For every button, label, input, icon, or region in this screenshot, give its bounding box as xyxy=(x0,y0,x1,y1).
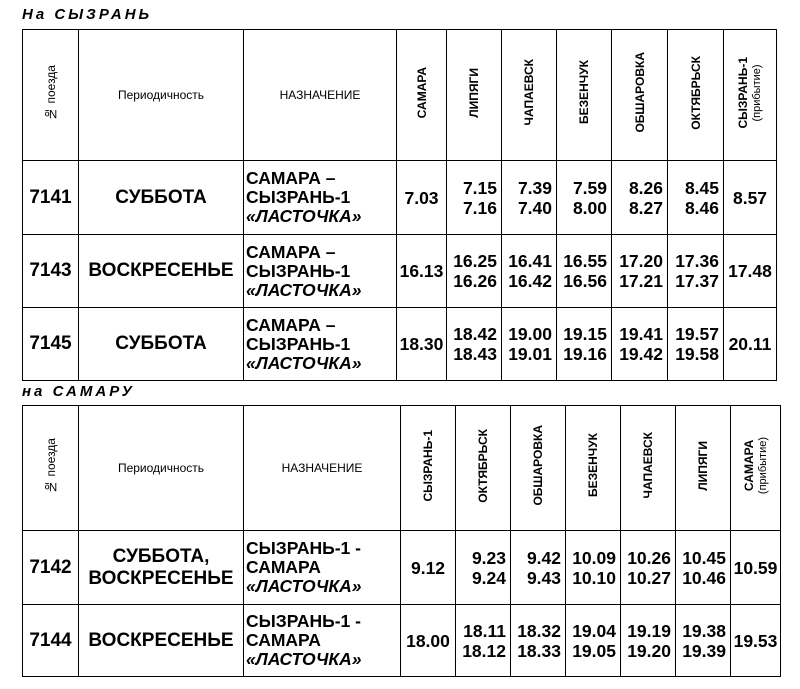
departure-time: 7.16 xyxy=(462,197,497,218)
departure-time: 18.33 xyxy=(517,640,561,661)
header-row xyxy=(23,30,777,161)
header-station xyxy=(502,30,557,161)
destination-line: СЫЗРАНЬ-1 - xyxy=(246,611,361,631)
header-station-label: ОБШАРОВКА xyxy=(632,52,647,133)
header-arrival-note: (прибытие) xyxy=(751,63,763,122)
arrival-time: 19.00 xyxy=(508,324,552,344)
station-times xyxy=(668,161,724,235)
header-arrival-wrap xyxy=(736,57,764,129)
destination-line: САМАРА – xyxy=(246,168,336,188)
station-times xyxy=(566,605,621,677)
station-times xyxy=(511,605,566,677)
station-times xyxy=(557,161,612,235)
departure-time: 7.40 xyxy=(517,197,552,218)
departure-time: 8.27 xyxy=(628,197,663,218)
departure-time: 9.43 xyxy=(526,567,561,588)
arrival-time: 19.38 xyxy=(682,620,726,641)
train-destination xyxy=(244,308,397,381)
section-caption-to-syzran: На СЫЗРАНЬ xyxy=(22,6,153,23)
destination-line: СЫЗРАНЬ-1 xyxy=(246,260,351,281)
train-destination xyxy=(244,161,397,235)
header-station-label: ОКТЯБРЬСК xyxy=(688,55,703,130)
header-station-label: ОКТЯБРЬСК xyxy=(476,428,490,503)
header-station xyxy=(566,406,621,531)
train-row xyxy=(23,308,777,381)
station-times xyxy=(447,235,502,308)
arrival-time: 17.36 xyxy=(675,251,719,271)
arrival-time: 8.26 xyxy=(628,177,663,198)
station-times xyxy=(612,308,668,381)
station-times xyxy=(621,531,676,605)
arrival-time: 18.11 xyxy=(463,620,506,641)
station-times xyxy=(447,161,502,235)
train-row xyxy=(23,605,781,677)
departure-time: 19.58 xyxy=(675,344,719,364)
header-station-label: ЛИПЯГИ xyxy=(467,67,481,118)
departure-time: 19.39 xyxy=(682,640,726,661)
train-periodicity: ВОСКРЕСЕНЬЕ xyxy=(79,235,244,308)
destination-line: САМАРА – xyxy=(246,241,336,262)
train-periodicity: СУББОТА, ВОСКРЕСЕНЬЕ xyxy=(79,531,244,605)
departure-time: 19.20 xyxy=(627,640,671,661)
train-periodicity: ВОСКРЕСЕНЬЕ xyxy=(79,605,244,677)
timetable-to-samara xyxy=(22,405,781,677)
departure-time: 16.56 xyxy=(563,271,607,291)
header-station xyxy=(676,406,731,531)
station-time: 19.53 xyxy=(731,605,781,677)
header-station xyxy=(557,30,612,161)
departure-time: 9.24 xyxy=(471,567,506,588)
header-station-label: ЧАПАЕВСК xyxy=(641,432,655,499)
header-destination xyxy=(244,406,401,531)
arrival-time: 16.25 xyxy=(453,251,497,271)
destination-line: СЫЗРАНЬ-1 xyxy=(246,333,351,354)
station-time: 17.48 xyxy=(724,235,777,308)
header-destination xyxy=(244,30,397,161)
train-number: 7141 xyxy=(23,161,79,235)
station-time: 10.59 xyxy=(731,531,781,605)
arrival-time: 7.39 xyxy=(517,177,552,198)
departure-time: 18.12 xyxy=(462,640,506,661)
arrival-time: 8.45 xyxy=(684,177,719,198)
station-time: 7.03 xyxy=(397,161,447,235)
header-station xyxy=(621,406,676,531)
train-periodicity: СУББОТА xyxy=(79,161,244,235)
header-arrival-wrap xyxy=(742,437,770,494)
header-station-label: ЧАПАЕВСК xyxy=(522,59,536,126)
header-station-label: БЕЗЕНЧУК xyxy=(577,60,591,125)
header-station xyxy=(447,30,502,161)
station-time: 18.00 xyxy=(401,605,456,677)
arrival-time: 19.41 xyxy=(619,324,663,344)
arrival-time: 9.42 xyxy=(526,547,561,568)
station-times xyxy=(668,235,724,308)
arrival-time: 10.09 xyxy=(572,547,616,568)
header-row xyxy=(23,406,781,531)
header-train-number-label: № поезда xyxy=(43,64,58,121)
station-times xyxy=(612,161,668,235)
header-station xyxy=(397,30,447,161)
departure-time: 10.10 xyxy=(572,567,616,588)
header-destination-label: НАЗНАЧЕНИЕ xyxy=(281,461,363,475)
header-station xyxy=(511,406,566,531)
station-time: 20.11 xyxy=(724,308,777,381)
departure-time: 18.43 xyxy=(453,344,497,364)
departure-time: 17.37 xyxy=(675,271,719,291)
header-station-label: САМАРА xyxy=(414,66,429,119)
destination-line: СЫЗРАНЬ-1 xyxy=(246,187,351,207)
arrival-time: 7.59 xyxy=(572,177,607,198)
departure-time: 19.42 xyxy=(619,344,663,364)
departure-time: 10.27 xyxy=(627,567,671,588)
header-station xyxy=(668,30,724,161)
arrival-time: 18.32 xyxy=(517,620,561,641)
train-row xyxy=(23,235,777,308)
arrival-time: 16.41 xyxy=(508,251,552,271)
arrival-time: 19.19 xyxy=(627,620,671,641)
departure-time: 19.05 xyxy=(572,640,616,661)
header-periodicity xyxy=(79,30,244,161)
train-periodicity: СУББОТА xyxy=(79,308,244,381)
departure-time: 8.00 xyxy=(572,197,607,218)
train-brand: «ЛАСТОЧКА» xyxy=(246,279,362,300)
train-brand: «ЛАСТОЧКА» xyxy=(246,352,362,373)
train-destination xyxy=(244,235,397,308)
header-station-label: СЫЗРАНЬ-1 xyxy=(421,429,435,502)
station-time: 8.57 xyxy=(724,161,777,235)
train-brand: «ЛАСТОЧКА» xyxy=(246,576,362,596)
train-number: 7144 xyxy=(23,605,79,677)
train-number: 7143 xyxy=(23,235,79,308)
station-times xyxy=(456,605,511,677)
station-times xyxy=(502,161,557,235)
station-times xyxy=(566,531,621,605)
train-destination xyxy=(244,605,401,677)
departure-time: 10.46 xyxy=(682,567,726,588)
station-times xyxy=(557,235,612,308)
arrival-time: 17.20 xyxy=(619,251,663,271)
header-arrival-station xyxy=(731,406,781,531)
train-brand: «ЛАСТОЧКА» xyxy=(246,206,362,226)
destination-line: САМАРА – xyxy=(246,314,336,335)
header-station-label: БЕЗЕНЧУК xyxy=(586,433,600,498)
station-times xyxy=(676,605,731,677)
header-station-label: ЛИПЯГИ xyxy=(696,440,710,491)
arrival-time: 9.23 xyxy=(471,547,506,568)
destination-line: СЫЗРАНЬ-1 - xyxy=(246,538,361,558)
station-times xyxy=(456,531,511,605)
train-row xyxy=(23,161,777,235)
station-times xyxy=(447,308,502,381)
header-station-label: ОБШАРОВКА xyxy=(531,425,545,506)
train-destination xyxy=(244,531,401,605)
train-brand: «ЛАСТОЧКА» xyxy=(246,649,362,669)
station-time: 16.13 xyxy=(397,235,447,308)
station-times xyxy=(621,605,676,677)
station-time: 9.12 xyxy=(401,531,456,605)
header-train-number-label: № поезда xyxy=(43,437,58,494)
destination-line: САМАРА xyxy=(246,630,321,650)
arrival-time: 19.04 xyxy=(572,620,616,641)
header-destination-label: НАЗНАЧЕНИЕ xyxy=(279,88,361,102)
arrival-time: 16.55 xyxy=(563,251,607,271)
arrival-time: 10.45 xyxy=(682,547,726,568)
station-times xyxy=(557,308,612,381)
header-arrival-station-label: СЫЗРАНЬ-1 xyxy=(736,56,750,129)
header-arrival-station xyxy=(724,30,777,161)
header-station xyxy=(612,30,668,161)
station-times xyxy=(502,308,557,381)
arrival-time: 18.42 xyxy=(453,324,497,344)
departure-time: 19.01 xyxy=(508,344,552,364)
departure-time: 17.21 xyxy=(619,271,663,291)
destination-line: САМАРА xyxy=(246,557,321,577)
station-time: 18.30 xyxy=(397,308,447,381)
header-arrival-note: (прибытие) xyxy=(756,436,769,495)
train-number: 7145 xyxy=(23,308,79,381)
departure-time: 19.16 xyxy=(563,344,607,364)
header-station xyxy=(456,406,511,531)
station-times xyxy=(676,531,731,605)
header-train-number xyxy=(23,406,79,531)
station-times xyxy=(668,308,724,381)
arrival-time: 7.15 xyxy=(462,177,497,198)
header-periodicity-label: Периодичность xyxy=(117,88,205,102)
header-periodicity xyxy=(79,406,244,531)
station-times xyxy=(502,235,557,308)
departure-time: 8.46 xyxy=(684,197,719,218)
arrival-time: 19.15 xyxy=(563,324,607,344)
header-train-number xyxy=(23,30,79,161)
timetable-to-syzran xyxy=(22,29,777,381)
departure-time: 16.26 xyxy=(453,271,497,291)
station-times xyxy=(612,235,668,308)
train-number: 7142 xyxy=(23,531,79,605)
train-row xyxy=(23,531,781,605)
header-station xyxy=(401,406,456,531)
arrival-time: 10.26 xyxy=(627,547,671,568)
departure-time: 16.42 xyxy=(508,271,552,291)
arrival-time: 19.57 xyxy=(675,324,719,344)
section-caption-to-samara: на САМАРУ xyxy=(22,383,135,400)
station-times xyxy=(511,531,566,605)
header-periodicity-label: Периодичность xyxy=(117,461,205,475)
header-arrival-station-label: САМАРА xyxy=(741,439,756,492)
